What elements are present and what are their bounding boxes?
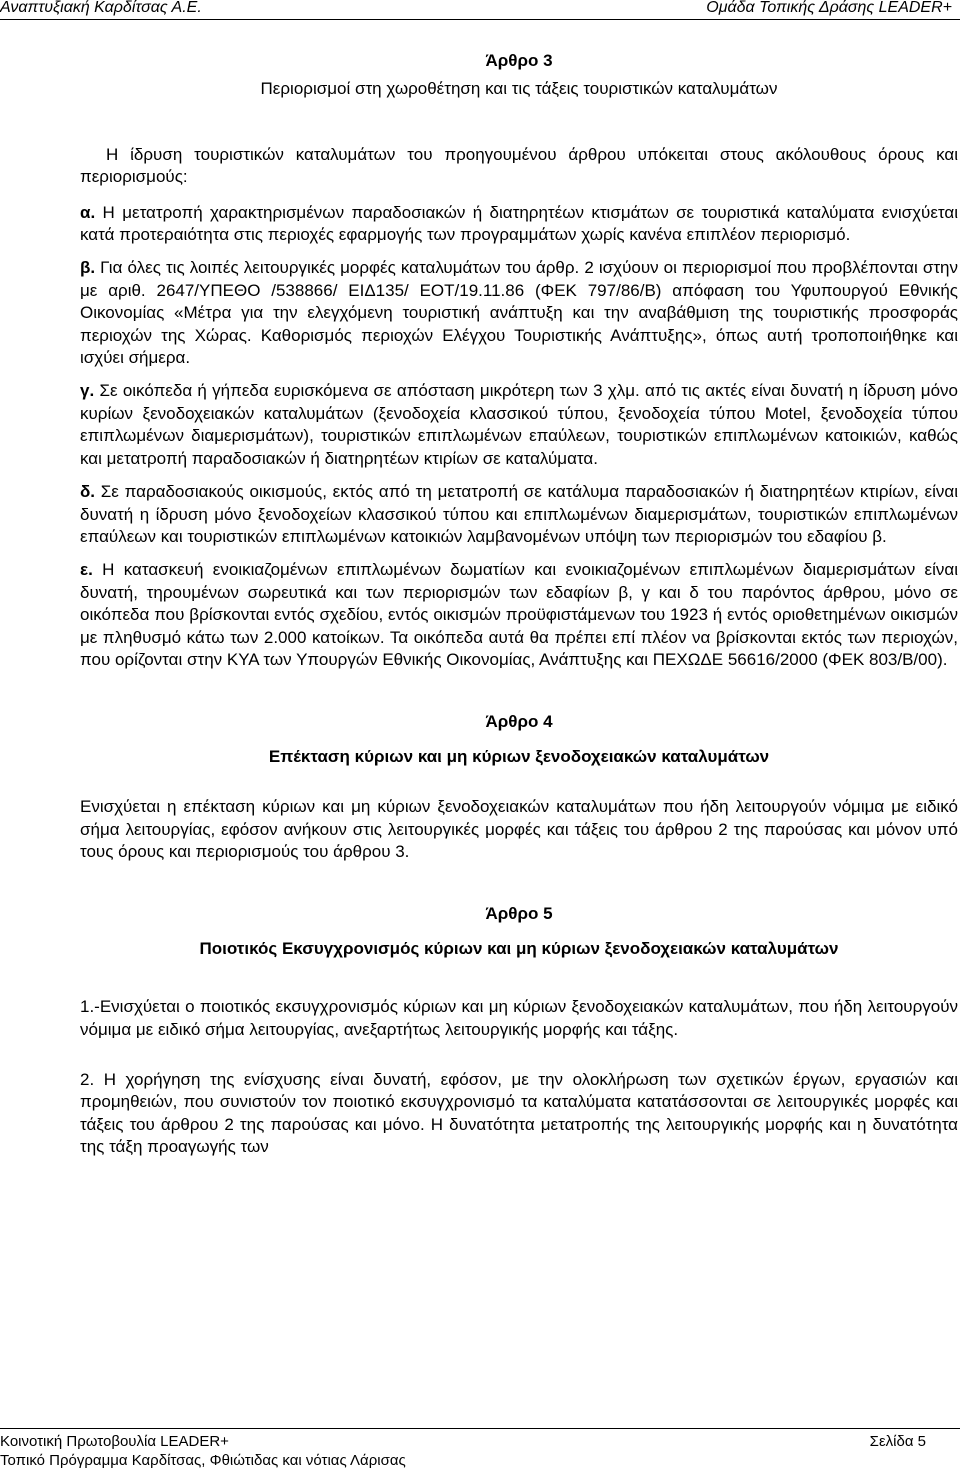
article-4-title: Άρθρο 4 — [485, 712, 553, 732]
item-e-label: ε. — [80, 560, 93, 580]
footer-program: Τοπικό Πρόγραμμα Καρδίτσας, Φθιώτιδας και νότιας Λάρισας — [0, 1452, 406, 1469]
article-5-subtitle: Ποιοτικός Εκσυγχρονισμός κύριων και μη κύριων ξενοδοχειακών καταλυμάτων — [199, 938, 839, 958]
header-divider — [0, 19, 960, 20]
article-3-subtitle: Περιορισμοί στη χωροθέτηση και τις τάξεις τουριστικών καταλυμάτων — [260, 79, 778, 99]
item-c-text: Σε οικόπεδα ή γήπεδα ευρισκόμενα σε απόσταση μικρότερη των 3 χλμ. από τις ακτές είναι δυνατή η ίδρυση μόνο κυρίων ξενοδοχειακών καταλυμάτων (ξενοδοχεία κλασσικού τύπου, ξενοδοχεία τύπου Motel, ξενοδοχεία τύπου επιπλωμένων διαμερισμάτων), τουριστικών επιπλωμένων επαύλεων, τουριστικών επιπλωμένων κατοικιών, καθώς και μετατροπή παραδοσιακών ή διατηρητέων κτιρίων σε καταλύματα. — [80, 381, 958, 468]
article-3-item-b — [80, 257, 958, 369]
item-b-text: Για όλες τις λοιπές λειτουργικές μορφές καταλυμάτων του άρθρ. 2 ισχύουν οι περιορισμοί που προβλέπονται στην με αριθ. 2647/ΥΠΕΘΟ /538866/ ΕΙΔ135/ ΕΟΤ/19.11.86 (ΦΕΚ 797/86/Β) απόφαση του Υφυπουργού Εθνικής Οικονομίας «Μέτρα για την ελεγχόμενη τουριστική ανάπτυξη και την αναβάθμιση της τουριστικής προσφοράς περιοχών της Χώρας. Καθορισμός περιοχών Ελέγχου Τουριστικής Ανάπτυξης», όπως αυτή τροποποιήθηκε και ισχύει σήμερα. — [80, 258, 958, 368]
page-header — [0, 0, 960, 18]
footer-divider — [0, 1428, 960, 1429]
item-d-label: δ. — [80, 482, 96, 502]
footer-initiative: Κοινοτική Πρωτοβουλία LEADER+ — [0, 1433, 229, 1450]
item-c-label: γ. — [80, 381, 95, 401]
document-body — [80, 50, 958, 1159]
item-e-text: Η κατασκευή ενοικιαζομένων επιπλωμένων δωματίων και ενοικιαζομένων επιπλωμένων διαμερισμάτων είναι δυνατή, τηρουμένων σωρευτικά και των περιορισμών των εδαφίων β, γ και δ του παρόντος άρθρου, μόνο σε οικόπεδα που βρίσκονται εντός σχεδίου, εντός οικισμών προϋφιστάμενων του 1923 ή εντός οριοθετημένων οικισμών με πληθυσμό κάτω των 2.000 κατοίκων. Τα οικόπεδα αυτά θα πρέπει επί πλέον να βρίσκονται εκτός των περιοχών, που ορίζονται στην ΚΥΑ των Υπουργών Εθνικής Οικονομίας, Ανάπτυξης και ΠΕΧΩΔΕ 56616/2000 (ΦΕΚ 803/Β/00). — [80, 560, 958, 669]
article-5-paragraph-1: 1.-Ενισχύεται ο ποιοτικός εκσυγχρονισμός κύριων και μη κύριων ξενοδοχειακών καταλυμάτων, που ήδη λειτουργούν νόμιμα με ειδικό σήμα λειτουργίας, ανεξαρτήτως λειτουργικής μορφής και τάξης. — [80, 997, 958, 1039]
header-group: Ομάδα Τοπικής Δράσης LEADER+ — [706, 0, 952, 16]
article-3-item-e — [80, 559, 958, 671]
item-d-text: Σε παραδοσιακούς οικισμούς, εκτός από τη μετατροπή σε κατάλυμα παραδοσιακών ή διατηρητέων κτιρίων, είναι δυνατή η ίδρυση μόνο ξενοδοχείων κλασσικού τύπου και επιπλωμένων διαμερισμάτων, τουριστικών επιπλωμένων επαύλεων και τουριστικών επιπλωμένων κατοικιών λαμβανομένων υπόψη των περιορισμών του εδαφίου β. — [80, 482, 958, 546]
article-3-item-a — [80, 202, 958, 247]
item-a-label: α. — [80, 202, 96, 222]
article-5-title: Άρθρο 5 — [485, 904, 553, 924]
article-3-title: Άρθρο 3 — [485, 51, 553, 70]
page-number: Σελίδα 5 — [869, 1433, 926, 1450]
article-3-item-d — [80, 481, 958, 548]
article-4-subtitle: Επέκταση κύριων και μη κύριων ξενοδοχειακών καταλυμάτων — [268, 746, 770, 766]
item-b-label: β. — [80, 258, 96, 278]
article-3-intro: Η ίδρυση τουριστικών καταλυμάτων του προηγουμένου άρθρου υπόκειται στους ακόλουθους όρους και περιορισμούς: — [80, 144, 958, 187]
article-4-text: Ενισχύεται η επέκταση κύριων και μη κύριων ξενοδοχειακών καταλυμάτων που ήδη λειτουργούν νόμιμα με ειδικό σήμα λειτουργίας, εφόσον ανήκουν στις λειτουργικές μορφές και τάξεις του άρθρου 2 της παρούσας και μόνον υπό τους όρους και περιορισμούς του άρθρου 3. — [80, 797, 958, 861]
article-5-paragraph-2: 2. Η χορήγηση της ενίσχυσης είναι δυνατή, εφόσον, με την ολοκλήρωση των σχετικών έργων, εργασιών και προμηθειών, που συνιστούν τον ποιοτικό εκσυγχρονισμό τα καταλύματα κατατάσσονται σε λειτουργικές μορφές και τάξεις του άρθρου 2 της παρούσας και μόνο. Η δυνατότητα μετατροπής της λειτουργικής μορφής και η δυνατότητα της τάξη προαγωγής των — [80, 1070, 958, 1157]
article-3-item-c — [80, 380, 958, 470]
item-a-text: Η μετατροπή χαρακτηρισμένων παραδοσιακών ή διατηρητέων κτισμάτων σε τουριστικά καταλύματα ενισχύεται κατά προτεραιότητα στις περιοχές εφαρμογής των προγραμμάτων χωρίς κανένα επιπλέον περιορισμό. — [80, 202, 958, 245]
header-organization: Αναπτυξιακή Καρδίτσας Α.Ε. — [0, 0, 202, 16]
